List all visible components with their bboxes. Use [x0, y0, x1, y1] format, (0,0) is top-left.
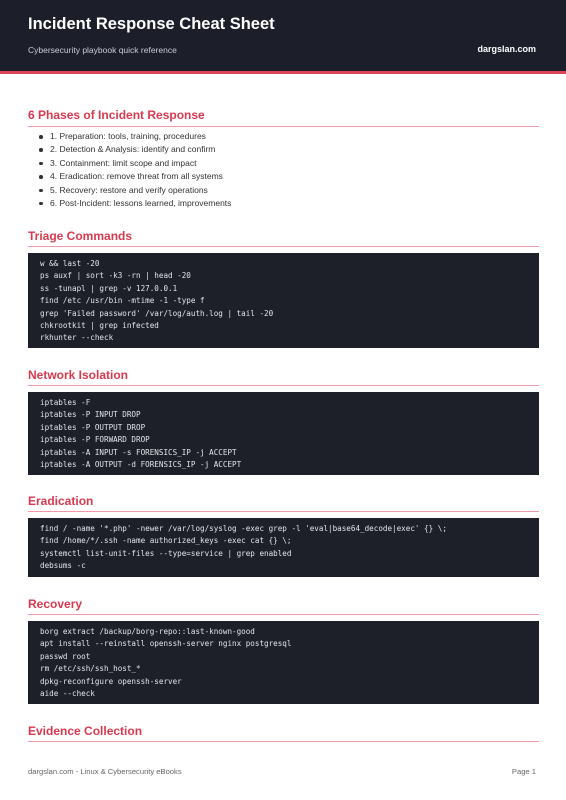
- code-line: rm /etc/ssh/ssh_host_*: [40, 664, 141, 674]
- section-divider: [28, 614, 539, 615]
- page-subtitle: Cybersecurity playbook quick reference: [28, 45, 177, 55]
- section-divider: [28, 385, 539, 386]
- code-line: passwd root: [40, 651, 91, 661]
- section-title-evidence: Evidence Collection: [28, 724, 143, 738]
- section-title-eradication: Eradication: [28, 494, 94, 508]
- code-line: aide --check: [40, 688, 95, 698]
- section-divider: [28, 246, 539, 247]
- list-item: 5. Recovery: restore and verify operations: [28, 184, 231, 197]
- section-divider: [28, 126, 539, 127]
- code-line: iptables -F: [40, 398, 91, 407]
- code-line: ss -tunapl | grep -v 127.0.0.1: [40, 283, 178, 293]
- list-item: 2. Detection & Analysis: identify and confirm: [28, 143, 231, 156]
- section-title-phases: 6 Phases of Incident Response: [28, 108, 205, 122]
- code-line: ps auxf | sort -k3 -rn | head -20: [40, 271, 191, 281]
- section-title-triage: Triage Commands: [28, 229, 133, 243]
- section-divider: [28, 741, 539, 742]
- section-divider: [28, 511, 539, 512]
- code-line: systemctl list-unit-files --type=service | grep enabled: [40, 548, 292, 558]
- code-block-isolation[interactable]: [28, 392, 539, 475]
- code-line: iptables -P FORWARD DROP: [40, 435, 150, 445]
- page-header: [0, 0, 566, 74]
- list-item: 1. Preparation: tools, training, procedures: [28, 130, 231, 143]
- code-line: rkhunter --check: [40, 333, 114, 343]
- code-line: dpkg-reconfigure openssh-server: [40, 676, 182, 686]
- list-item: 6. Post-Incident: lessons learned, improvements: [28, 197, 231, 210]
- code-line: w && last -20: [40, 259, 100, 268]
- code-block-recovery[interactable]: [28, 621, 539, 704]
- footer-text: dargslan.com - Linux & Cybersecurity eBooks: [28, 767, 182, 776]
- code-line: chkrootkit | grep infected: [40, 320, 159, 330]
- phases-list: [28, 130, 231, 210]
- page-number: Page 1: [511, 767, 536, 776]
- list-item: 4. Eradication: remove threat from all systems: [28, 170, 231, 183]
- section-title-isolation: Network Isolation: [28, 368, 129, 382]
- section-title-recovery: Recovery: [28, 597, 83, 611]
- code-line: borg extract /backup/borg-repo::last-known-good: [40, 627, 255, 636]
- code-line: find / -name '*.php' -newer /var/log/syslog -exec grep -l 'eval|base64_decode|exec' {} \;: [40, 524, 447, 533]
- code-line: apt install --reinstall openssh-server nginx postgresql: [40, 639, 292, 649]
- page-title: Incident Response Cheat Sheet: [28, 15, 275, 33]
- code-line: find /home/*/.ssh -name authorized_keys -exec cat {} \;: [40, 536, 292, 546]
- code-line: find /etc /usr/bin -mtime -1 -type f: [40, 296, 205, 306]
- code-line: grep 'Failed password' /var/log/auth.log | tail -20: [40, 308, 274, 318]
- code-line: iptables -A INPUT -s FORENSICS_IP -j ACCEPT: [40, 447, 237, 457]
- list-item: 3. Containment: limit scope and impact: [28, 157, 231, 170]
- code-line: debsums -c: [40, 561, 86, 571]
- code-line: iptables -A OUTPUT -d FORENSICS_IP -j ACCEPT: [40, 459, 242, 469]
- code-block-eradication[interactable]: [28, 518, 539, 577]
- code-line: iptables -P OUTPUT DROP: [40, 422, 146, 432]
- brand-link[interactable]: dargslan.com: [477, 44, 536, 54]
- code-line: iptables -P INPUT DROP: [40, 410, 141, 420]
- code-block-triage[interactable]: [28, 253, 539, 348]
